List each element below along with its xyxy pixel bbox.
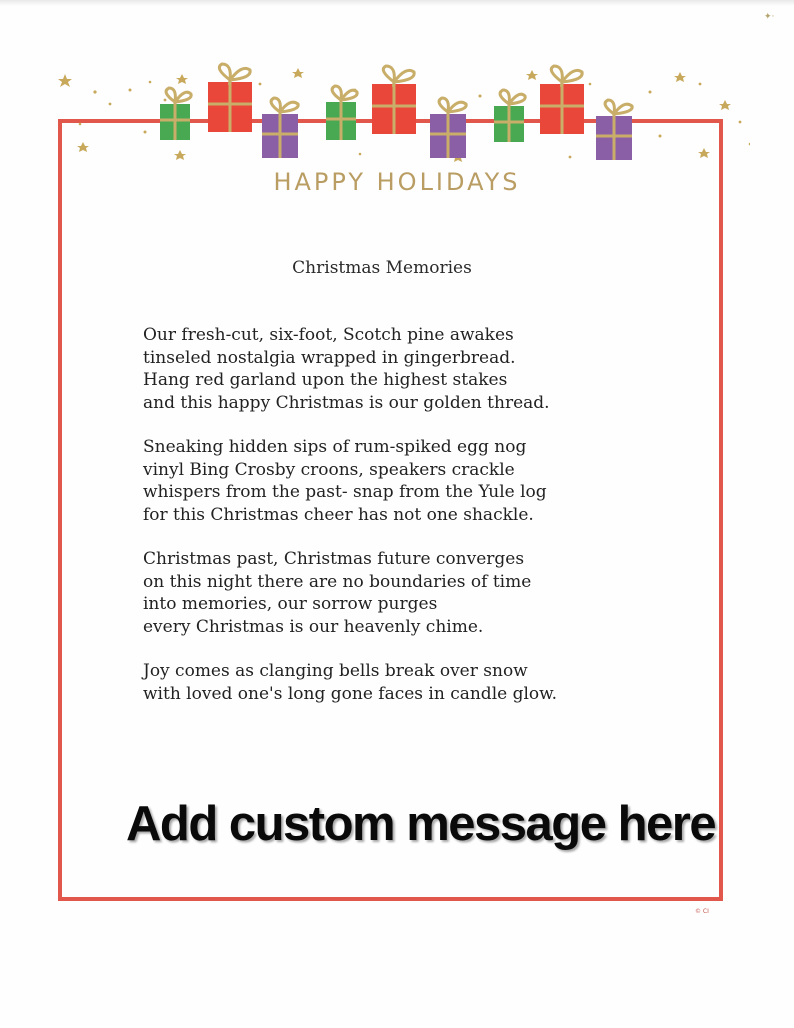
poem-line: Sneaking hidden sips of rum-spiked egg nog bbox=[143, 437, 527, 457]
poem-stanza bbox=[143, 548, 663, 638]
poem-line: into memories, our sorrow purges bbox=[143, 594, 438, 614]
poem-line: with loved one's long gone faces in candle glow. bbox=[143, 683, 558, 704]
gift-boxes-banner bbox=[50, 62, 750, 172]
poem-line: every Christmas is our heavenly chime. bbox=[143, 616, 484, 637]
poem-line: Our fresh-cut, six-foot, Scotch pine awakes bbox=[143, 325, 514, 345]
poem-line: tinseled nostalgia wrapped in gingerbread. bbox=[143, 347, 516, 368]
poem-stanza bbox=[143, 436, 663, 526]
poem-line: on this night there are no boundaries of time bbox=[143, 571, 532, 592]
poem-stanza bbox=[143, 660, 663, 705]
poem-line: whispers from the past- snap from the Yule log bbox=[143, 482, 547, 502]
poem-line: Hang red garland upon the highest stakes bbox=[143, 370, 508, 390]
poem-line: and this happy Christmas is our golden thread. bbox=[143, 392, 550, 413]
poem-line: for this Christmas cheer has not one shackle. bbox=[143, 504, 534, 525]
happy-holidays-heading: HAPPY HOLIDAYS bbox=[273, 168, 521, 196]
corner-star-icon: ✦· bbox=[764, 12, 775, 22]
gift-box-icon bbox=[160, 64, 632, 160]
printer-mark: © CI bbox=[695, 908, 709, 915]
poem-line: Christmas past, Christmas future converges bbox=[143, 549, 525, 569]
poem-stanza bbox=[143, 324, 663, 414]
poem-line: vinyl Bing Crosby croons, speakers crackle bbox=[143, 459, 515, 480]
poem-line: Joy comes as clanging bells break over snow bbox=[143, 661, 528, 681]
poem-body bbox=[143, 324, 663, 727]
poem-title: Christmas Memories bbox=[292, 258, 472, 278]
page-top-edge bbox=[0, 0, 794, 6]
custom-message[interactable]: Add custom message here bbox=[126, 797, 716, 851]
